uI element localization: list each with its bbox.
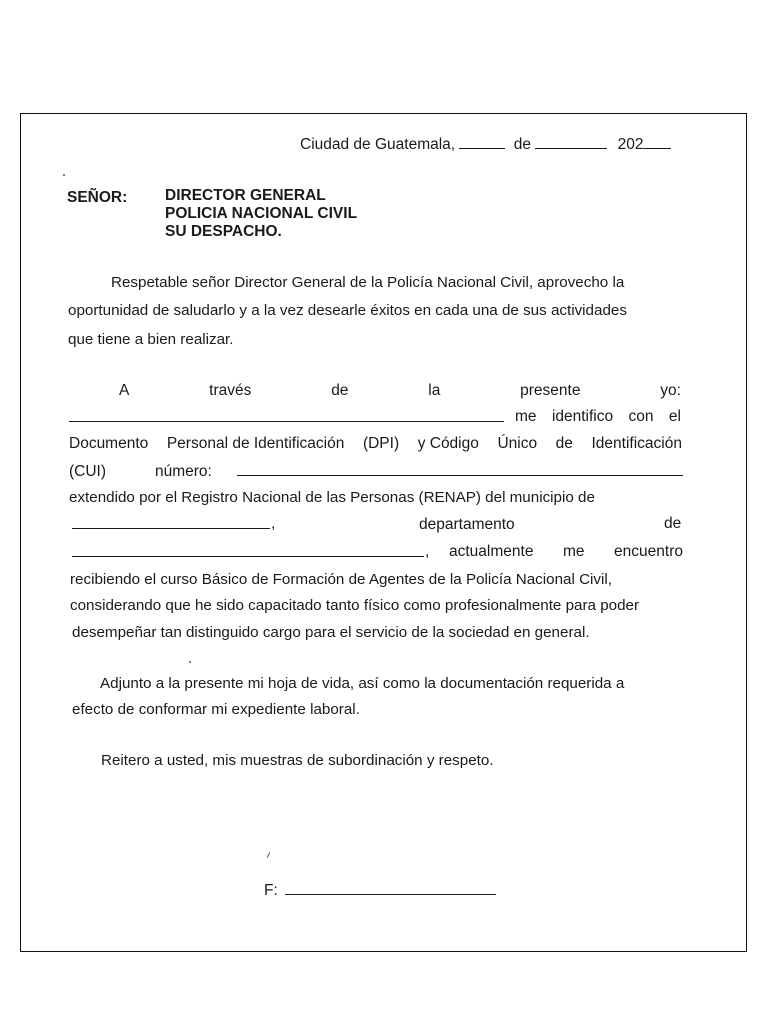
date-year: 202 [617,136,644,153]
addressee-label: SEÑOR: [67,189,128,206]
p2-phrase-y-codigo: y Código [417,435,479,452]
p2-word-me: me [515,408,537,425]
paragraph1-line3: que tiene a bien realizar. [68,331,234,348]
date-city: Ciudad de Guatemala, [300,136,456,153]
paragraph3-line2: efecto de conformar mi expediente laboral. [72,701,360,718]
date-month-blank [535,134,607,149]
p2-de-3: de [664,515,682,532]
p2-word-el: el [668,408,681,425]
scan-speck [189,661,191,663]
paragraph2-line1 [119,382,681,400]
p2-word-la: la [428,382,441,399]
paragraph2-line8: recibiendo el curso Básico de Formación de Agentes de la Policía Nacional Civil, [70,571,612,588]
p2-word-documento: Documento [69,435,149,452]
date-line [300,134,671,154]
date-day-blank [459,134,505,149]
paragraph1-line1: Respetable señor Director General de la Policía Nacional Civil, aprovecho la [111,274,625,291]
addressee-line1: DIRECTOR GENERAL [165,187,326,204]
p2-word-identifico: identifico [551,408,614,425]
p2-word-traves: través [209,382,252,399]
p2-word-unico: Único [497,435,538,452]
date-year-blank [643,134,671,149]
paragraph3-line1: Adjunto a la presente mi hoja de vida, así como la documentación requerida a [100,675,625,692]
p2-cui: (CUI) [69,463,107,480]
paragraph1-line2: oportunidad de saludarlo y a la vez desearle éxitos en cada una de sus actividades [68,302,627,319]
paragraph4-line1: Reitero a usted, mis muestras de subordinación y respeto. [101,752,494,769]
p2-word-presente: presente [520,382,581,399]
p2-departamento: departamento [419,516,515,533]
paragraph2-line5: extendido por el Registro Nacional de las Personas (RENAP) del municipio de [69,489,595,506]
addressee-line3: SU DESPACHO. [165,223,282,240]
p2-word-a: A [119,382,130,399]
name-blank [69,407,504,422]
signature-label: F: [264,882,278,899]
p2-word-dpi: (DPI) [362,435,400,452]
p2-comma-2: , [425,543,430,560]
p2-word-encuentro: encuentro [614,543,683,560]
p2-comma-1: , [271,515,276,532]
p2-numero: número: [155,463,212,480]
paragraph2-line2 [515,408,681,426]
paragraph2-line10: desempeñar tan distinguido cargo para el servicio de la sociedad en general. [72,624,590,641]
municipio-blank [72,514,270,529]
signature-blank [285,880,496,895]
paragraph2-line7 [449,543,683,561]
p2-word-me2: me [562,543,585,560]
date-de: de [513,136,531,153]
p2-word-con: con [628,408,654,425]
paragraph2-line9: considerando que he sido capacitado tanto físico como profesionalmente para poder [70,597,640,614]
p2-word-de: de [331,382,349,399]
addressee-line2: POLICIA NACIONAL CIVIL [165,205,358,222]
p2-word-actualmente: actualmente [449,543,534,560]
scan-speck [63,174,65,176]
cui-number-blank [237,461,683,476]
paragraph2-line3 [69,435,682,453]
departamento-blank [72,542,424,557]
p2-phrase-personal: Personal de Identificación [166,435,345,452]
document-frame [20,113,747,952]
p2-word-de2: de [555,435,573,452]
p2-word-yo: yo: [660,382,681,399]
p2-word-identificacion: Identificación [591,435,682,452]
